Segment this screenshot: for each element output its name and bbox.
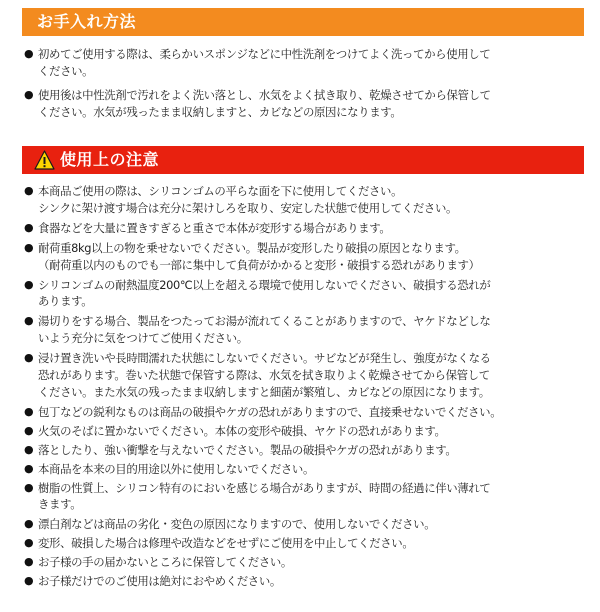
caution-list bbox=[24, 183, 586, 590]
item-line: 浸け置き洗いや長時間濡れた状態にしないでください。サビなどが発生し、強度がなくなる bbox=[38, 351, 491, 366]
item-line: 耐荷重8kg以上の物を乗せないでください。製品が変形したり破損の原因となります。 bbox=[38, 240, 466, 255]
caution-item bbox=[24, 404, 586, 421]
item-line: 漂白剤などは商品の劣化・変色の原因になりますので、使用しないでください。 bbox=[38, 517, 436, 532]
care-item bbox=[24, 46, 586, 80]
caution-item bbox=[24, 480, 586, 514]
bullet-icon: ● bbox=[24, 404, 34, 418]
item-line: 本商品を本来の目的用途以外に使用しないでください。 bbox=[38, 461, 315, 476]
bullet-icon: ● bbox=[24, 442, 34, 456]
item-line: 落としたり、強い衝撃を与えないでください。製品の破損やケガの恐れがあります。 bbox=[38, 442, 457, 457]
caution-item bbox=[24, 183, 586, 217]
item-line: 本商品ご使用の際は、シリコンゴムの平らな面を下に使用してください。 bbox=[38, 184, 403, 198]
care-list bbox=[24, 46, 586, 121]
caution-item bbox=[24, 240, 586, 274]
care-section-header bbox=[22, 8, 584, 36]
bullet-icon: ● bbox=[24, 47, 34, 60]
item-line: あります。 bbox=[38, 294, 93, 309]
caution-item bbox=[24, 516, 586, 533]
item-line: 樹脂の性質上、シリコン特有のにおいを感じる場合がありますが、時間の経過に伴い薄れて bbox=[38, 480, 491, 495]
warning-icon bbox=[34, 150, 55, 170]
bullet-icon: ● bbox=[24, 314, 34, 328]
item-line: シンクに架け渡す場合は充分に架けしろを取り、安定した状態で使用してください。 bbox=[38, 200, 458, 215]
item-line: 火気のそばに置かないでください。本体の変形や破損、ヤケドの恐れがあります。 bbox=[38, 423, 446, 438]
care-section-title: お手入れ方法 bbox=[37, 12, 137, 31]
caution-item bbox=[24, 423, 586, 440]
bullet-icon: ● bbox=[24, 555, 34, 569]
caution-item bbox=[24, 277, 586, 311]
bullet-icon: ● bbox=[24, 240, 34, 254]
item-line: ください。 bbox=[38, 63, 94, 78]
caution-section-header bbox=[22, 146, 584, 174]
item-line: 変形、破損した場合は修理や改造などをせずにご使用を中止してください。 bbox=[38, 536, 414, 551]
bullet-icon: ● bbox=[24, 461, 34, 475]
caution-item bbox=[24, 313, 586, 347]
bullet-icon: ● bbox=[24, 480, 34, 494]
item-line: ください。また水気の残ったまま収納しますと細菌が繁殖し、カビなどの原因になります。 bbox=[38, 384, 490, 399]
item-line: （耐荷重以内のものでも一部に集中して負荷がかかると変形・破損する恐れがあります） bbox=[38, 257, 480, 272]
item-line: 包丁などの鋭利なものは商品の破損やケガの恐れがありますので、直接乗せないでください。 bbox=[38, 404, 502, 419]
item-line: 初めてご使用する際は、柔らかいスポンジなどに中性洗剤をつけてよく洗ってから使用して bbox=[38, 47, 491, 61]
bullet-icon: ● bbox=[24, 277, 34, 291]
bullet-icon: ● bbox=[24, 536, 34, 550]
bullet-icon: ● bbox=[24, 423, 34, 437]
bullet-icon: ● bbox=[24, 87, 34, 101]
item-line: きます。 bbox=[38, 497, 82, 512]
item-line: お子様だけでのご使用は絶対におやめください。 bbox=[38, 574, 281, 589]
item-line: 恐れがあります。巻いた状態で保管する際は、水気を拭き取りよく乾燥させてから保管して bbox=[38, 368, 490, 383]
care-item bbox=[24, 87, 586, 121]
item-line: 使用後は中性洗剤で汚れをよく洗い落とし、水気をよく拭き取り、乾燥させてから保管して bbox=[38, 87, 491, 102]
bullet-icon: ● bbox=[24, 517, 34, 531]
caution-item bbox=[24, 573, 586, 590]
caution-item bbox=[24, 350, 586, 401]
bullet-icon: ● bbox=[24, 574, 34, 588]
item-line: お子様の手の届かないところに保管してください。 bbox=[38, 555, 292, 570]
bullet-icon: ● bbox=[24, 184, 34, 197]
caution-item bbox=[24, 554, 586, 571]
bullet-icon: ● bbox=[24, 220, 34, 234]
bullet-icon: ● bbox=[24, 351, 34, 365]
caution-item bbox=[24, 461, 586, 478]
item-line: ください。水気が残ったまま収納しますと、カビなどの原因になります。 bbox=[38, 104, 402, 119]
item-line: シリコンゴムの耐熱温度200℃以上を超える環境で使用しないでください、破損する恐れが bbox=[38, 277, 491, 292]
caution-item bbox=[24, 442, 586, 459]
item-line: いよう充分に気をつけてご使用ください。 bbox=[38, 331, 248, 346]
caution-item bbox=[24, 220, 586, 237]
caution-section-title: 使用上の注意 bbox=[60, 150, 160, 169]
item-line: 食器などを大量に置きすぎると重さで本体が変形する場合があります。 bbox=[38, 220, 391, 235]
item-line: 湯切りをする場合、製品をつたってお湯が流れてくることがありますので、ヤケドなどしな bbox=[38, 314, 491, 329]
caution-item bbox=[24, 535, 586, 552]
